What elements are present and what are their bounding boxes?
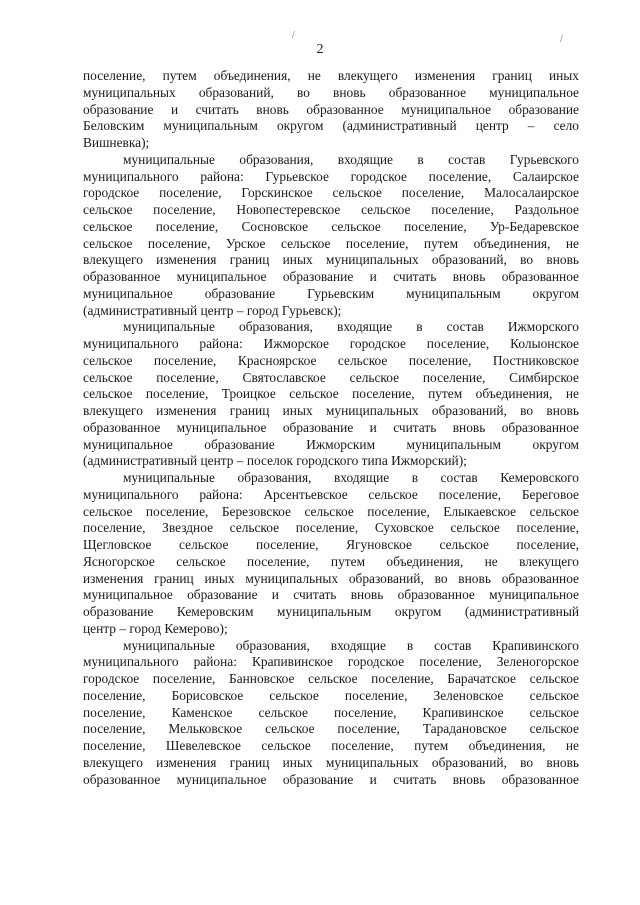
paragraph-line: муниципальных образований, во вновь образованное муниципальное [83, 84, 579, 100]
paragraph-line: городское поселение, Горскинское сельское поселение, Малосалаирское [83, 185, 579, 201]
paragraph-line: Ясногорское сельское поселение, путем объединения, не влекущего [83, 553, 579, 569]
paragraph-line: поселение, Мельковское сельское поселение, Тарадановское сельское [83, 721, 579, 737]
paragraph-line: влекущего изменения границ иных муниципальных образований, во вновь [83, 252, 579, 268]
paragraph-first-line: муниципальные образования, входящие в состав Крапивинского [123, 637, 579, 653]
paragraph-line: образованное муниципальное образование и считать вновь образованное [83, 419, 579, 435]
paragraph-line: центр – город Кемерово); [83, 620, 228, 636]
paragraph-line: городское поселение, Банновское сельское поселение, Барачатское сельское [83, 671, 579, 686]
scan-mark: / [560, 34, 563, 45]
paragraph-line: муниципальное образование Гурьевским муниципальным округом [83, 285, 579, 301]
paragraph-line: сельское поселение, Новопестеревское сельское поселение, Раздольное [83, 202, 579, 217]
paragraph-first-line: муниципальные образования, входящие в состав Ижморского [123, 319, 579, 335]
paragraph-line: муниципального района: Арсентьевское сельское поселение, Береговое [83, 486, 579, 502]
paragraph-line: сельское поселение, Святославское сельское поселение, Симбирское [83, 369, 579, 385]
paragraph-line: образованное муниципальное образование и считать вновь образованное [83, 269, 579, 284]
paragraph-line: сельское поселение, Урское сельское поселение, путем объединения, не [83, 235, 579, 251]
paragraph-line: влекущего изменения границ иных муниципальных образований, во вновь [83, 754, 579, 770]
paragraph-line: поселение, Звездное сельское поселение, Суховское сельское поселение, [83, 520, 579, 536]
paragraph-line: Вишневка); [83, 135, 150, 150]
paragraph-line: муниципального района: Крапивинское городское поселение, Зеленогорское [83, 654, 579, 670]
paragraph-line: сельское поселение, Красноярское сельское поселение, Постниковское [83, 352, 579, 368]
paragraph-line: образование Кемеровским муниципальным округом (административный [83, 604, 579, 619]
paragraph-line: Щегловское сельское поселение, Ягуновское сельское поселение, [83, 537, 579, 552]
paragraph-first-line: поселение, путем объединения, не влекущего изменения границ иных [83, 68, 579, 83]
paragraph-line: муниципального района: Ижморское городское поселение, Колыонское [83, 336, 579, 351]
paragraph-line: (административный центр – город Гурьевск); [83, 302, 342, 318]
paragraph-line: изменения границ иных муниципальных образований, во вновь образованное [83, 570, 579, 586]
scan-mark: / [292, 30, 295, 41]
paragraph-line: муниципального района: Гурьевское городское поселение, Салаирское [83, 168, 579, 184]
paragraph-line: поселение, Борисовское сельское поселение, Зеленовское сельское [83, 687, 579, 703]
document-body [83, 68, 579, 788]
paragraph-line: поселение, Каменское сельское поселение, Крапивинское сельское [83, 704, 579, 720]
paragraph-line: поселение, Шевелевское сельское поселение, путем объединения, не [83, 738, 579, 753]
paragraph-line: муниципальное образование Ижморским муниципальным округом [83, 436, 579, 452]
paragraph-line: Беловским муниципальным округом (административный центр – село [83, 118, 579, 134]
paragraph-line: образование и считать вновь образованное муниципальное образование [83, 101, 579, 117]
paragraph-line: влекущего изменения границ иных муниципальных образований, во вновь [83, 403, 579, 418]
paragraph-first-line: муниципальные образования, входящие в состав Гурьевского [123, 151, 579, 167]
page-number: 2 [316, 42, 324, 57]
paragraph-line: сельское поселение, Троицкое сельское поселение, путем объединения, не [83, 386, 579, 402]
paragraph-line: сельское поселение, Сосновское сельское поселение, Ур-Бедаревское [83, 218, 579, 234]
paragraph-line: сельское поселение, Березовское сельское поселение, Елыкаевское сельское [83, 503, 579, 519]
paragraph-line: образованное муниципальное образование и считать вновь образованное [83, 771, 579, 787]
paragraph-line: муниципальное образование и считать вновь образованное муниципальное [83, 587, 579, 603]
paragraph-first-line: муниципальные образования, входящие в состав Кемеровского [123, 470, 579, 485]
paragraph-line: (административный центр – поселок городского типа Ижморский); [83, 453, 467, 469]
